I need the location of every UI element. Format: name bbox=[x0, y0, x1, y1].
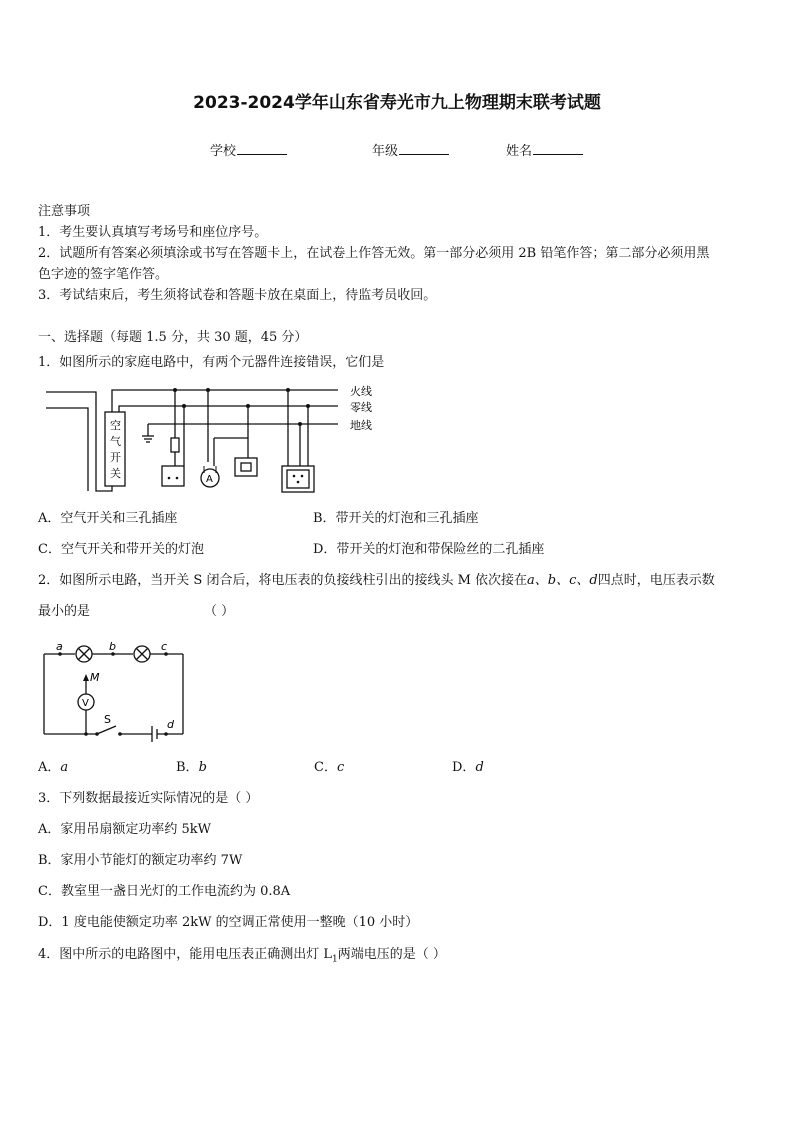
point-d-label: d bbox=[167, 718, 174, 731]
q3-option-d: D．1 度电能使额定功率 2kW 的空调正常使用一整晚（10 小时） bbox=[38, 915, 419, 930]
q4-stem-a: 4．图中所示的电路图中，能用电压表正确测出灯 L bbox=[38, 947, 333, 962]
breaker-char-3: 开 bbox=[110, 451, 121, 464]
probe-m-label: M bbox=[90, 671, 100, 684]
q1-circuit-figure bbox=[38, 380, 383, 495]
name-field bbox=[506, 140, 583, 159]
school-blank bbox=[237, 142, 287, 155]
q2-option-b-value: b bbox=[198, 760, 207, 775]
switch-s-label: S bbox=[104, 713, 111, 726]
q3-option-a: A．家用吊扇额定功率约 5kW bbox=[38, 822, 212, 837]
q2-stem-a: 2．如图所示电路，当开关 S 闭合后，将电压表的负接线柱引出的接线头 M 依次接在 bbox=[38, 573, 528, 588]
q4-stem-b: 两端电压的是（ ） bbox=[337, 947, 446, 962]
notice-item-2-cont: 色字迹的签字笔作答。 bbox=[38, 267, 169, 282]
q2-option-c-value: c bbox=[336, 760, 345, 775]
page-title: 2023-2024学年山东省寿光市九上物理期末联考试题 bbox=[193, 93, 601, 113]
name-label: 姓名 bbox=[506, 144, 533, 159]
q2-option-d bbox=[452, 758, 484, 778]
q2-option-a-value: a bbox=[60, 760, 69, 775]
grade-blank bbox=[399, 142, 449, 155]
q2-stem-c: 最小的是 bbox=[38, 604, 91, 619]
q2-points: a、b、c、d bbox=[527, 573, 598, 588]
notice-item-1: 1．考生要认真填写考场号和座位序号。 bbox=[38, 225, 268, 240]
voltmeter-label: V bbox=[82, 698, 89, 709]
school-field bbox=[210, 140, 287, 159]
breaker-char-1: 空 bbox=[110, 419, 121, 432]
q2-option-c bbox=[314, 758, 344, 778]
q2-option-a-label: A． bbox=[38, 760, 61, 775]
breaker-char-2: 气 bbox=[110, 435, 121, 448]
section-heading: 一、选择题（每题 1.5 分，共 30 题，45 分） bbox=[38, 330, 308, 345]
q2-option-d-label: D． bbox=[452, 760, 476, 775]
q2-option-b-label: B． bbox=[176, 760, 199, 775]
breaker-char-4: 关 bbox=[110, 467, 121, 480]
q2-stem-b: 四点时，电压表示数 bbox=[597, 573, 715, 588]
q3-option-c: C．教室里一盏日光灯的工作电流约为 0.8A bbox=[38, 884, 291, 899]
q2-option-b bbox=[176, 758, 207, 778]
live-wire-label: 火线 bbox=[350, 385, 372, 398]
neutral-wire-label: 零线 bbox=[350, 401, 372, 414]
name-blank bbox=[533, 142, 583, 155]
q3-stem: 3．下列数据最接近实际情况的是（ ） bbox=[38, 791, 259, 806]
ground-wire-label: 地线 bbox=[350, 419, 372, 432]
q2-circuit-figure bbox=[38, 638, 198, 743]
q1-option-d: D．带开关的灯泡和带保险丝的二孔插座 bbox=[313, 542, 545, 557]
q1-stem: 1．如图所示的家庭电路中，有两个元器件连接错误，它们是 bbox=[38, 355, 385, 370]
q2-option-d-value: d bbox=[475, 760, 484, 775]
q1-option-b: B．带开关的灯泡和三孔插座 bbox=[313, 511, 479, 526]
school-label: 学校 bbox=[210, 144, 237, 159]
q3-option-b: B．家用小节能灯的额定功率约 7W bbox=[38, 853, 243, 868]
point-c-label: c bbox=[161, 640, 168, 653]
q1-option-a: A．空气开关和三孔插座 bbox=[38, 511, 178, 526]
q4-stem bbox=[38, 945, 446, 970]
notice-item-3: 3．考试结束后，考生须将试卷和答题卡放在桌面上，待监考员收回。 bbox=[38, 288, 437, 303]
notice-heading: 注意事项 bbox=[38, 204, 91, 219]
q4-sub: 1 bbox=[332, 954, 338, 965]
grade-field bbox=[372, 140, 449, 159]
grade-label: 年级 bbox=[372, 144, 399, 159]
q2-paren: （ ） bbox=[204, 604, 235, 619]
q2-stem bbox=[38, 571, 715, 591]
q2-option-a bbox=[38, 758, 68, 778]
q2-option-c-label: C． bbox=[314, 760, 337, 775]
point-b-label: b bbox=[109, 640, 116, 653]
point-a-label: a bbox=[56, 640, 63, 653]
lamp-symbol: A bbox=[206, 474, 213, 485]
q1-option-c: C．空气开关和带开关的灯泡 bbox=[38, 542, 204, 557]
notice-item-2: 2．试题所有答案必须填涂或书写在答题卡上，在试卷上作答无效。第一部分必须用 2B 铅笔作答；第二部分必须用黑 bbox=[38, 246, 710, 261]
